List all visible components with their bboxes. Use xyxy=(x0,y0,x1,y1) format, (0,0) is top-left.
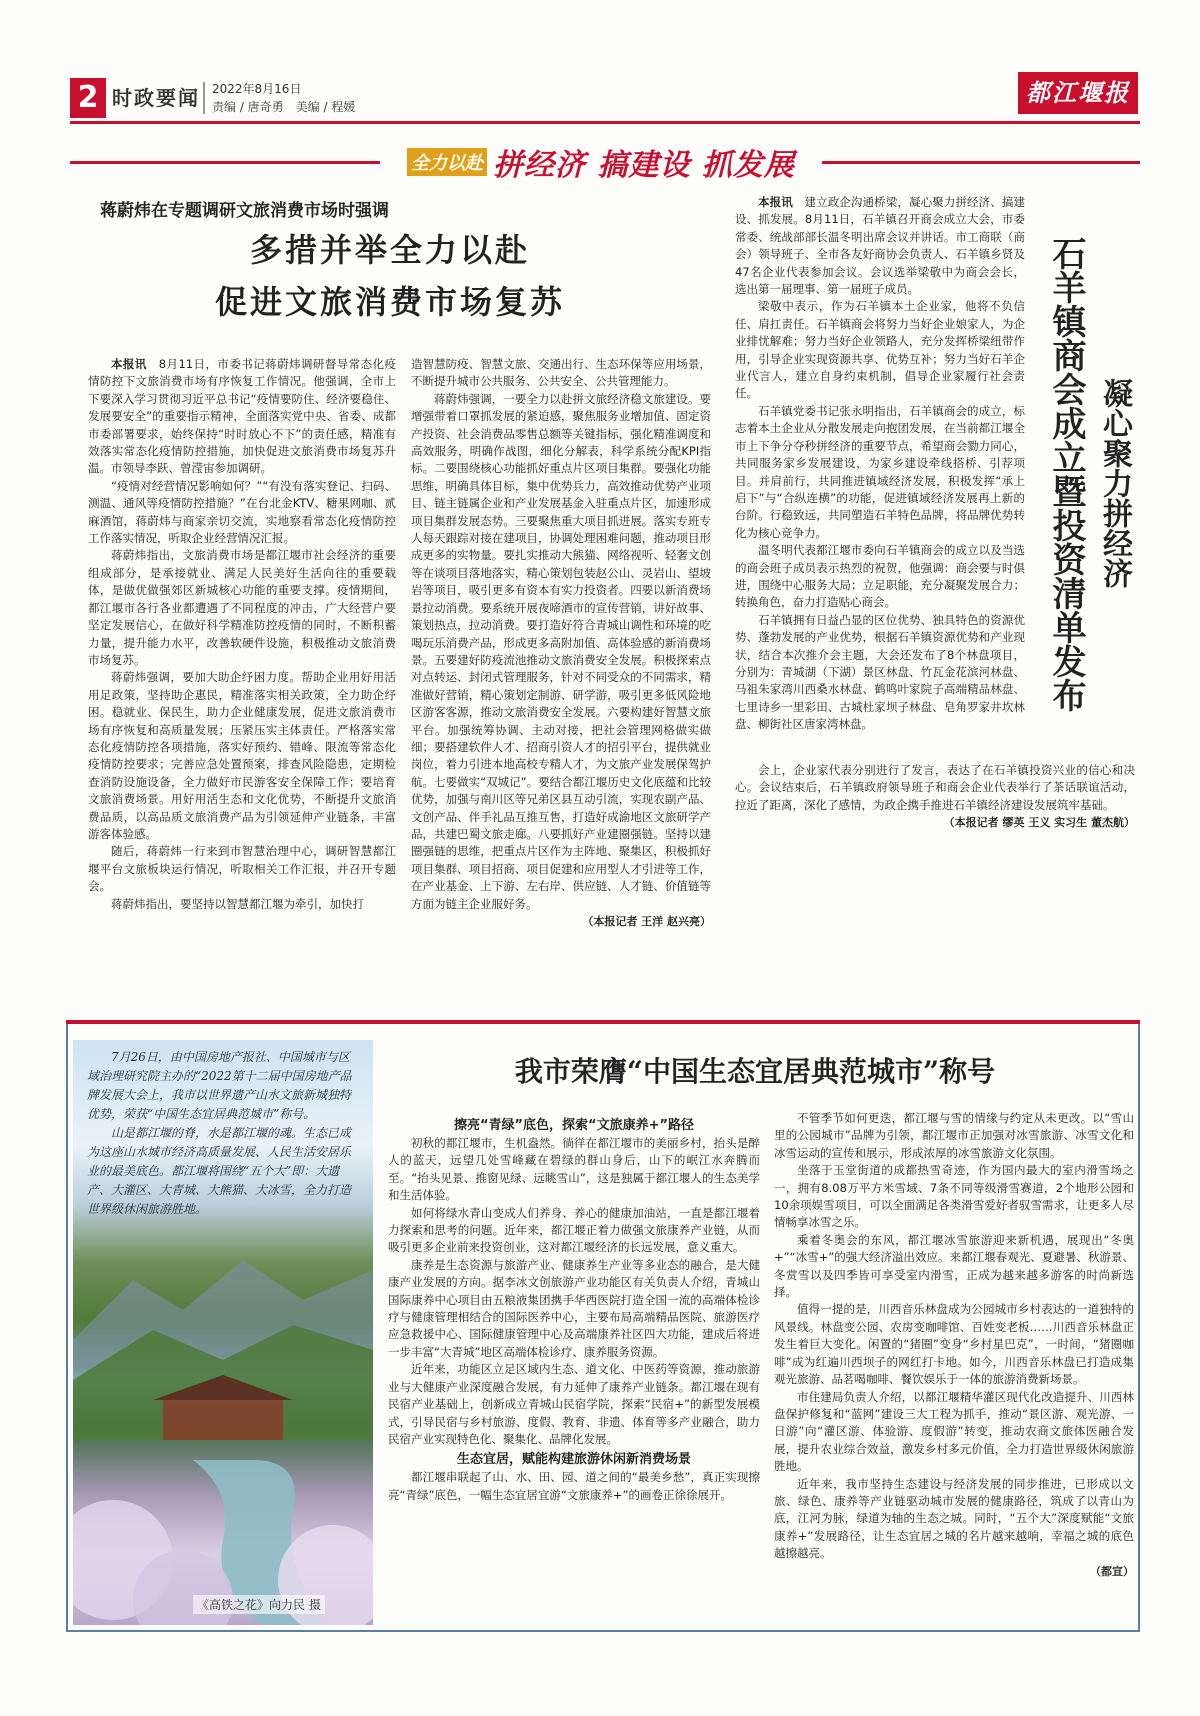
article3-subheading: 生态宜居，赋能构建旅游休闲新消费场景 xyxy=(456,1452,691,1468)
article3-paragraph: 如何将绿水青山变成人们养身、养心的健康加油站，一直是都江堰着力探索和思考的问题。近年来，都江堰正着力做强文旅康养产业链，从而吸引更多企业前来投资创业，这对都江堰经济的长远发展，意义重大。 xyxy=(388,1205,760,1255)
header-divider xyxy=(203,82,205,114)
article2-byline: （本报记者 缪英 王义 实习生 董杰航） xyxy=(943,816,1135,830)
article1-paragraph: 造智慧防疫、智慧文旅、交通出行、生态环保等应用场景，不断提升城市公共服务、公共安全、公共管理能力。 xyxy=(411,357,711,389)
article3-paragraph: 值得一提的是，川西音乐林盘成为公园城市乡村表达的一道独特的风景线。林盘变公园、农房变咖啡馆、百姓变老板……川西音乐林盘正发生着巨大变化。闲置的“猪圈”变身“乡村星巴克”，一时间，“猪圈咖啡”成为红遍川西坝子的网红打卡地。如今，川西音乐林盘已打造成集观光旅游、品茗喝咖啡、餐饮娱乐于一体的旅游消费新场景。 xyxy=(774,1302,1134,1387)
article1-column-1 xyxy=(88,356,396,996)
article2-headline-main: 石羊镇商会成立暨投资清单发布 xyxy=(1046,236,1086,712)
article3-headline: 我市荣膺“中国生态宜居典范城市”称号 xyxy=(514,1055,996,1088)
article3-intro-paragraph: 山是都江堰的脊，水是都江堰的魂。生态已成为这座山水城市经济高质量发展、人民生活安居乐业的最美底色。都江堰将围绕“五个大”即：大遗产、大灌区、大青城、大熊猫、大冰雪，全力打造世界级休闲旅游胜地。 xyxy=(87,1126,352,1216)
article1-paragraph: 蒋蔚炜强调，要加大助企纾困力度。帮助企业用好用活用足政策，坚持助企惠民，精准落实相关政策，全力助企纾困。稳就业、保民生，助力企业健康发展，促进文旅消费市场有序恢复和高质量发展；压紧压实主体责任。严格落实常态化疫情防控各项措施，落实好预约、错峰、限流等常态化疫情防控要求；完善应急处置预案，排查风险隐患，定期检查消防设施设备，全力做好市民游客安全保障工作；要培育文旅消费场景。用好用活生态和文化优势，不断提升文旅消费品质，以高品质文旅消费产品为引领延伸产业链条，丰富游客体验感。 xyxy=(88,670,396,841)
article3-paragraph: 乘着冬奥会的东风，都江堰冰雪旅游迎来新机遇，展现出“冬奥+”“冰雪+”的强大经济溢出效应。来都江堰春观光、夏避暑、秋游景、冬赏雪以及四季皆可享受室内滑雪，正成为越来越多游客的时尚新选择。 xyxy=(774,1232,1134,1300)
issue-date: 2022年8月16日 xyxy=(212,82,302,96)
article2-paragraph: 本报讯 建立政企沟通桥梁，凝心聚力拼经济、搞建设、抓发展。8月11日，石羊镇召开商会成立大会，市委常委、统战部部长温冬明出席会议并讲话。市工商联（商会）领导班子、全市各友好商协会负责人、石羊镇乡贤及47名企业代表参加会议。会议选举梁敬中为商会会长，选出第一届理事、第一届班子成员。 xyxy=(735,195,1025,297)
article3-paragraph: 近年来，功能区立足区域内生态、道文化、中医药等资源，推动旅游业与大健康产业深度融合发展，有力延伸了康养产业链条。都江堰在现有民宿产业基础上，创新成立青城山民宿学院，探索“民宿+”的新型发展模式，引导民宿与乡村旅游、度假、教育、非遗、体育等多产业融合，助力民宿产业实现特色化、聚集化、品牌化发展。 xyxy=(388,1362,760,1446)
article1-paragraph: 本报讯 8月11日，市委书记蒋蔚炜调研督导常态化疫情防控下文旅消费市场有序恢复工作情况。他强调，全市上下要深入学习贯彻习近平总书记“疫情要防住、经济要稳住、发展要安全”的重要指示精神，全面落实党中央、省委、成都市委部署要求，始终保持“时时放心不下”的责任感，精准有效落实常态化疫情防控措施，加快促进文旅消费市场复苏升温。市领导李跃、曾滢宙参加调研。 xyxy=(88,357,396,476)
article1-paragraph: “疫情对经营情况影响如何？”“有没有落实登记、扫码、测温、通风等疫情防控措施？”在台北金KTV、糖果网咖、贰麻酒馆，蒋蔚炜与商家亲切交流，实地察看常态化疫情防控工作落实情况，听取企业经营情况汇报。 xyxy=(88,478,396,546)
article1-byline: （本报记者 王洋 赵兴亮） xyxy=(582,915,711,928)
article3-paragraph: 不管季节如何更迭，都江堰与雪的情缘与约定从未更改。以“雪山里的公园城市”品牌为引领，都江堰市正加强对冰雪旅游、冰雪文化和冰雪运动的宣传和展示，形成浓厚的冰雪旅游文化氛围。 xyxy=(774,1111,1134,1160)
banner-large: 拼经济 搞建设 抓发展 xyxy=(493,148,795,183)
banner-small: 全力以赴 xyxy=(407,148,487,176)
article1-paragraph: 随后，蒋蔚炜一行来到市智慧治理中心，调研智慧都江堰平台文旅板块运行情况，听取相关工作汇报，并召开专题会。 xyxy=(88,844,396,894)
article3-byline: （都宣） xyxy=(1090,1564,1134,1578)
page-number: 2 xyxy=(77,80,99,115)
article3-paragraph: 初秋的都江堰市，生机盎然。徜徉在都江堰市的美丽乡村，抬头是醉人的蓝天，远望几处雪峰藏在碧绿的群山身后，山下的岷江水奔腾而至。“抬头见景、推窗见绿、远眺雪山”，这是独属于都江堰人的生态美学和生活体验。 xyxy=(388,1136,760,1203)
article1-kicker: 蒋蔚炜在专题调研文旅消费市场时强调 xyxy=(100,201,389,221)
article2-column-wide xyxy=(735,762,1135,952)
article3-paragraph: 坐落于玉堂街道的成都热雪奇迹，作为国内最大的室内滑雪场之一，拥有8.08万平方米雪域、7条不同等级滑雪赛道，2个地形公园和10余项娱雪项目，可以全面满足各类滑雪爱好者驭雪需求，让更多人尽情畅享冰雪之乐。 xyxy=(774,1163,1134,1230)
article3-paragraph: 近年来，我市坚持生态建设与经济发展的同步推进，已形成以文旅、绿色、康养等产业链驱动城市发展的健康路径，筑成了以青山为底，江河为脉，绿道为轴的生态之城。同时，“五个大”深度赋能“文旅康养+”发展路径，让生态宜居之城的名片越来越响，幸福之城的底色越擦越亮。 xyxy=(774,1476,1134,1561)
article2-paragraph: 石羊镇党委书记张永明指出，石羊镇商会的成立，标志着本土企业从分散发展走向抱团发展，在当前都江堰全市上下争分夺秒拼经济的重要节点，希望商会勠力同心，共同服务家乡发展建设，为家乡建设牵线搭桥、引荐项目。并肩前行，共同推进镇域经济发展，积极发挥“承上启下”与“合纵连横”的功能，促进镇域经济发展再上新的台阶。行稳致远，共同塑造石羊特色品牌，将品牌优势转化为核心竞争力。 xyxy=(735,403,1025,540)
article3-paragraph: 市住建局负责人介绍，以都江堰精华灌区现代化改造提升、川西林盘保护修复和“蓝网”建设三大工程为抓手，推动“景区游、观光游、一日游”向“灌区游、体验游、度假游”转变，推动农商文旅体医融合发展，提升农业综合效益，激发乡村多元价值，全力打造世界级休闲旅游胜地。 xyxy=(774,1389,1134,1474)
article1-headline-line2: 促进文旅消费市场复苏 xyxy=(214,283,565,321)
photo-caption: 《高铁之花》向力民 摄 xyxy=(193,1595,325,1614)
header-rule xyxy=(70,121,1140,124)
article1-paragraph: 蒋蔚炜指出，文旅消费市场是都江堰市社会经济的重要组成部分，是承接就业、满足人民美好生活向往的重要载体，是做优做强郊区新城核心功能的重要支撑。疫情期间，都江堰市各行各业都遭遇了不同程度的冲击，广大经营户要坚定发展信心，在做好科学精准防控疫情的同时，不断积蓄力量，提升能力水平，改善软硬件设施，积极推动文旅消费市场复苏。 xyxy=(88,548,396,667)
article3-intro xyxy=(87,1048,359,1219)
masthead-logo: 都江堰报 xyxy=(1018,72,1138,114)
page-number-box xyxy=(70,78,106,118)
article2-paragraph: 梁敬中表示，作为石羊镇本土企业家，他将不负信任、肩扛责任。石羊镇商会将努力当好企业娘家人，为企业排忧解难；努力当好企业领路人，充分发挥桥梁纽带作用，引导企业实现资源共享、优势互补；努力当好石羊企业代言人，建立自身约束机制，倡导企业家履行社会责任。 xyxy=(735,299,1025,401)
article3-photo xyxy=(73,1040,373,1625)
article1-paragraph: 蒋蔚炜指出，要坚持以智慧都江堰为牵引，加快打 xyxy=(111,896,364,911)
article3-paragraph: 都江堰串联起了山、水、田、园、道之间的“最美乡愁”，真正实现擦亮“青绿”底色，一幅生态宜居宜游“文旅康养+”的画卷正徐徐展开。 xyxy=(388,1470,760,1502)
article2-column xyxy=(735,194,1025,762)
banner-line-right xyxy=(822,161,1140,164)
banner xyxy=(385,140,817,184)
article2-paragraph: 石羊镇拥有日益凸显的区位优势、独具特色的资源优势、蓬勃发展的产业优势，根据石羊镇资源优势和产业现状，结合本次推介会主题，大会还发布了8个林盘项目，分别为：青城湖（下湖）景区林盘、竹瓦金花滨河林盘、马祖朱家湾川西桑水林盘、鹤鸣叶家院子高端精品林盘、七里诗乡一里彩田、古城杜家坝子林盘、皂角罗家井坎林盘、柳街社区唐家湾林盘。 xyxy=(735,612,1025,732)
article3-frame-top-accent xyxy=(66,1020,1140,1024)
article3-intro-paragraph: 7月26日，由中国房地产报社、中国城市与区域治理研究院主办的“2022第十二届中国房地产品牌发展大会上，我市以世界遗产山水文旅新城独特优势，荣获“中国生态宜居典范城市”称号。 xyxy=(87,1050,352,1121)
article3-subheading: 擦亮“青绿”底色，探索“文旅康养+”路径 xyxy=(453,1118,695,1133)
article3-column-b xyxy=(774,1110,1134,1625)
article3-paragraph: 康养是生态资源与旅游产业、健康养生产业等多业态的融合，是大健康产业发展的方向。据李冰文创旅游产业功能区有关负责人介绍，青城山国际康养中心项目由五粮液集团携手华西医院打造全国一流的高端体检诊疗与健康管理相结合的国际医养中心，主要布局高端精品医院、旅游医疗应急救援中心、国际健康管理中心及高端康养社区四大功能，建成后将进一步丰富“大青城”地区高端体检诊疗、康养服务资源。 xyxy=(388,1257,760,1359)
article1-column-2 xyxy=(411,356,711,996)
article2-paragraph: 会上，企业家代表分别进行了发言，表达了在石羊镇投资兴业的信心和决心。会议结束后，石羊镇政府领导班子和商会企业代表举行了茶话联谊活动，拉近了距离，深化了感情，为政企携手推进石羊镇经济建设发展筑牢基础。 xyxy=(735,763,1135,812)
article2-headline-sub: 凝心聚力拼经济 xyxy=(1097,378,1132,588)
editors: 责编 / 唐奇勇 美编 / 程媛 xyxy=(212,100,356,114)
article1-paragraph: 蒋蔚炜强调，一要全力以赴拼文旅经济稳文旅建设。要增强带着口罩抓发展的紧迫感，聚焦服务业增加值、固定资产投资、社会消费品零售总额等关键指标，强化精准调度和高效服务，明确作战图，细化分解表，科学系统分配KPI指标。二要围绕核心功能抓好重点片区项目集群。要强化功能思维，明确具体目标，集中优势兵力，高效推动优势产业项目、链主链属企业和产业发展基金入驻重点片区，加速形成项目集群发展态势。三要聚焦重大项目抓进展。落实专班专人每天跟踪对接在建项目，协调处理困难问题，推动项目形成更多的实物量。要扎实推动大熊猫、网络视听、轻奢文创等在谈项目落地落实，精心策划包装赵公山、灵岩山、望坡岩等项目，吸引更多有资本有实力投资者。四要以新消费场景拉动消费。要系统开展夜啼酒市的宣传营销，讲好故事、策划热点，拉动消费。要打造好符合青城山调性和环境的吃喝玩乐消费产品，形成更多高附加值、高体验感的新消费场景。五要建好防疫流池推动文旅消费安全发展。积极探索点对点转运、封闭式管理服务，针对不同受众的不同需求，精准做好营销，精心策划定制游、研学游，吸引更多低风险地区游客客源，推动文旅消费安全发展。六要构建好智慧文旅平台。加强统筹协调、主动对接，把社会管理网格做实做细；要搭建软件人才、招商引资人才的招引平台，提供就业岗位，着力引进本地高校专精人才，为文旅产业发展保驾护航。七要做实“双城记”。要结合都江堰历史文化底蕴和比较优势，加强与南川区等兄弟区县互动引流，实现农副产品、文创产品、伴手礼品互推互售，打造好成渝地区文旅研学产品，共建巴蜀文旅走廊。八要抓好产业建圈强链。坚持以建圈强链的思维，把重点片区作为主阵地、聚集区，积极抓好项目集群、项目招商、项目促建和应用型人才引进等工作，在产业基金、上下游、左右岸、供应链、人才链、价值链等方面为链主企业服好务。 xyxy=(411,391,711,911)
section-title: 时政要闻 xyxy=(112,86,200,110)
article3-column-a xyxy=(388,1110,760,1625)
banner-line-left xyxy=(70,161,380,164)
article1-headline-line1: 多措并举全力以赴 xyxy=(249,231,530,269)
article2-paragraph: 温冬明代表都江堰市委向石羊镇商会的成立以及当选的商会班子成员表示热烈的祝贺，他强调：商会要与时俱进，围绕中心服务大局；立足职能，充分凝聚发展合力；转换角色，奋力打造贴心商会。 xyxy=(735,543,1025,610)
